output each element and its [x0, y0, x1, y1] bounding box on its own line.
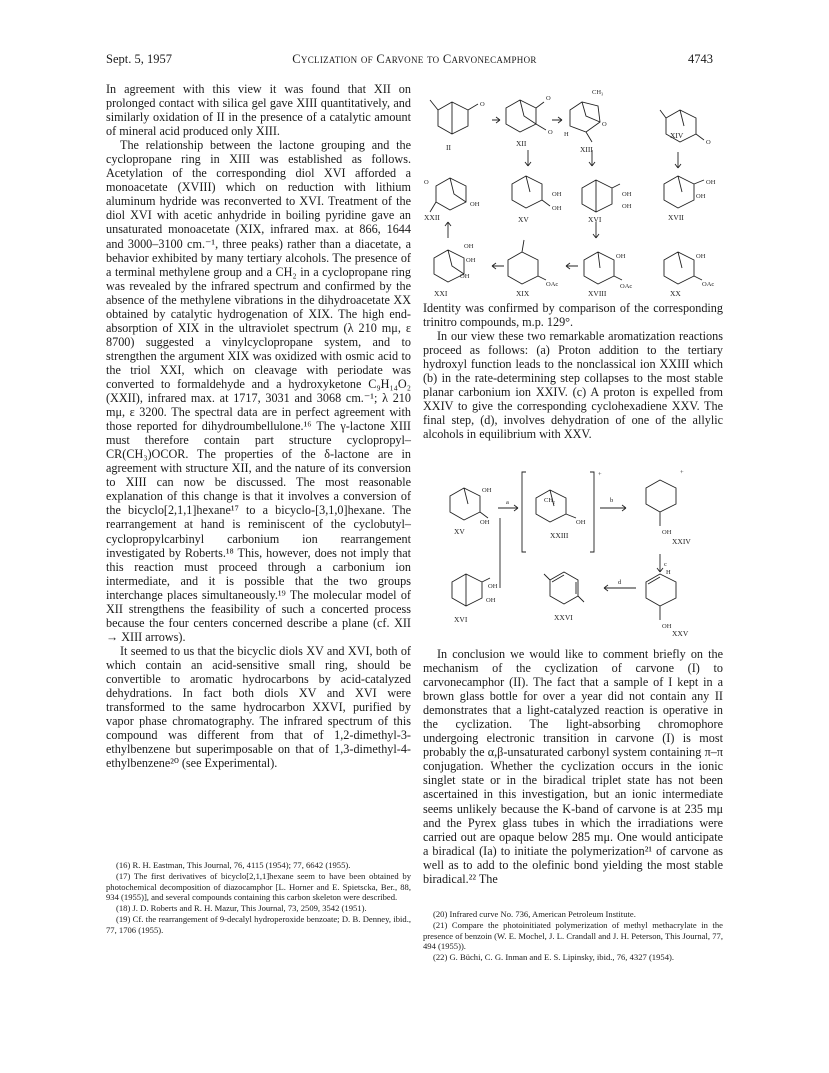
- paragraph: Identity was confirmed by comparison of the corresponding trinitro compounds, m.p. 129°.: [423, 301, 723, 330]
- group-label: O: [480, 101, 485, 108]
- group-label: O: [424, 179, 429, 186]
- group-label: OH: [616, 253, 626, 260]
- header-title: Cyclization of Carvone to Carvonecamphor: [292, 52, 537, 66]
- header-page-number: 4743: [688, 52, 713, 66]
- structure-XIII: [570, 102, 600, 142]
- group-label: O: [546, 95, 551, 102]
- group-label: OH: [662, 623, 672, 630]
- compound-label: XXII: [424, 213, 440, 222]
- compound-label: XVIII: [588, 289, 607, 298]
- footnote: (18) J. D. Roberts and R. H. Mazur, This Journal, 73, 2509, 3542 (1951).: [116, 903, 367, 914]
- footnote: (16) R. H. Eastman, This Journal, 76, 4115 (1954); 77, 6642 (1955).: [116, 860, 351, 870]
- bracket: [522, 472, 594, 552]
- structure-XII: [506, 100, 546, 132]
- group-label: O: [548, 129, 553, 136]
- left-column-text: [106, 82, 411, 770]
- group-label: OAc: [546, 281, 559, 288]
- group-label: CH₂: [544, 497, 556, 504]
- compound-label: XIX: [516, 289, 530, 298]
- compound-label: XV: [454, 527, 465, 536]
- structure-II: [430, 100, 478, 134]
- structure-XV: [512, 176, 550, 208]
- group-label: OH: [622, 191, 632, 198]
- paragraph: In agreement with this view it was found that XII on prolonged contact with silica gel gave XIII quantitatively, and similarly oxidation of II in the presence of a catalytic amount of mineral acid produced only XIII.: [106, 82, 411, 139]
- compound-label: XII: [516, 139, 527, 148]
- compound-label: XXI: [434, 289, 448, 298]
- group-label: OH: [552, 191, 562, 198]
- structure-XVII: [664, 176, 704, 208]
- structure-XVI: [582, 180, 620, 212]
- compound-label: XVI: [588, 215, 602, 224]
- group-label: OH: [696, 253, 706, 260]
- structure-XVI: [452, 574, 490, 606]
- compound-label: XXV: [672, 629, 689, 638]
- footnotes-right: [423, 909, 723, 963]
- footnote: (20) Infrared curve No. 736, American Petroleum Institute.: [433, 909, 636, 919]
- compound-label: XVII: [668, 213, 684, 222]
- group-label: OH: [466, 257, 476, 264]
- paragraph: The relationship between the lactone grouping and the cyclopropane ring in XIII was established as follows. Acetylation of the corresponding diol XVI afforded a monoacetate (XVIII) which on reduction with lithium aluminum hydride was reconverted to XVI. Treatment of the diol XVI with acetic anhydride in boiling pyridine gave an unsaturated monoacetate (XIX, infrared max. at 866, 1644 and 3000–3100 cm.⁻¹, three peaks) rather than a diacetate, a behavior exhibited by many tertiary alcohols. The presence of a terminal methylene group and a CH₂ in a cyclopropane ring was revealed by the infrared spectrum and confirmed by the absence of the methylene vibrations in the dihydroacetate XX obtained by catalytic hydrogenation of XIX. The high end-absorption of XIX in the ultraviolet spectrum (λ 210 mμ, ε 8700) suggested a vinylcyclopropane system, and to strengthen the argument XIX was oxidized with osmic acid to the triol XXI, which on cleavage with periodate was converted to formaldehyde and a hydroxyketone C₉H₁₄O₂ (XXII), infrared max. at 1717, 3031 and 3068 cm.⁻¹; λ 210 mμ, ε 3200. The spectral data are in perfect agreement with those reported for dihydroumbellulone.¹⁶ The γ-lactone XIII must therefore contain part structure cyclopropyl–CR(CH₃)OCOR. The properties of the δ-lactone are in agreement with structure XII, and the nature of its conversion to XIII can now be discussed. The most reasonable explanation of this change is that it involves a conversion of the bicyclo[2,1,1]hexane¹⁷ to a bicyclo-[3,1,0]hexane. The rearrangement at hand is reminiscent of the cyclobutyl–cyclopropylcarbinyl carbonium ion rearrangement investigated by Roberts.¹⁸ This, however, does not imply that this reaction must proceed through a carbonium ion intermediate, and it is possible that the two groups interchange places simultaneously.¹⁹ The molecular model of XII strengthens the feasibility of such a concerted process because the four centers concerned describe a plane (cf. XII → XIII arrows).: [106, 138, 411, 644]
- step-label: d: [618, 579, 622, 586]
- group-label: OAc: [620, 283, 633, 290]
- compound-label: XIII: [580, 145, 593, 154]
- structure-XXII: [430, 178, 466, 212]
- right-column-text-bottom: [423, 647, 723, 886]
- step-label: b: [610, 497, 614, 504]
- structure-XXV: [646, 574, 676, 620]
- group-label: OH: [552, 205, 562, 212]
- group-label: OH: [576, 519, 586, 526]
- arrow: [566, 263, 578, 269]
- group-label: +: [598, 471, 602, 478]
- group-label: O: [706, 139, 711, 146]
- arrow: [600, 505, 626, 511]
- group-label: +: [680, 469, 684, 476]
- group-label: OH: [470, 201, 480, 208]
- arrow: [492, 263, 504, 269]
- reaction-scheme-2: [440, 462, 700, 640]
- compound-label: XXIII: [550, 531, 569, 540]
- group-label: OH: [706, 179, 716, 186]
- arrow: [552, 117, 562, 123]
- step-label: a: [506, 499, 509, 506]
- paragraph: In conclusion we would like to comment briefly on the mechanism of the cyclization of carvone (I) to carvonecamphor (II). The fact that a sample of I kept in a brown glass bottle for over a year did not contain any II demonstrates that a light-catalyzed reaction is operative in the cyclization. The light-absorbing chromophore undergoing electronic transition in carvone (I) is most probably the α,β-unsaturated carbonyl system containing π–π conjugation. Whether the cyclization occurs in the ionic singlet state or in the biradical triplet state has not been ascertained in this investigation, but an ionic intermediate seems unlikely because the K-band of carvone is at 235 mμ and the Pyrex glass tubes in which the irradiations were carried out are opaque below 285 mμ. One would anticipate a biradical (Ia) to initiate the polymerization²¹ of carvone as well as to add to the olefinic bond yielding the most stable biradical.²² The: [423, 647, 723, 886]
- group-label: OAc: [702, 281, 715, 288]
- arrow: [657, 554, 663, 572]
- group-label: H: [666, 569, 671, 576]
- reaction-scheme-1: [420, 80, 730, 298]
- footnotes-left: [106, 860, 411, 936]
- footnote: (17) The first derivatives of bicyclo[2,1,1]hexane seem to have been obtained by photochemical decomposition of diazocamphor [L. Horner and E. Spietscka, Ber., 88, 934 (1955)], and several compounds containing this carbon skeleton were described.: [106, 871, 411, 903]
- group-label: OH: [480, 519, 490, 526]
- compound-label: XX: [670, 289, 681, 298]
- arrow: [593, 222, 599, 238]
- group-label: O: [602, 121, 607, 128]
- footnote: (19) Cf. the rearrangement of 9-decalyl hydroperoxide benzoate; D. B. Denney, ibid., 77, 1706 (1955).: [106, 914, 411, 936]
- arrow: [445, 222, 451, 238]
- footnote: (22) G. Büchi, C. G. Inman and E. S. Lipinsky, ibid., 76, 4327 (1954).: [433, 952, 675, 963]
- group-label: OH: [486, 597, 496, 604]
- header-date: Sept. 5, 1957: [106, 52, 172, 66]
- structure-XIX: [508, 240, 546, 284]
- structure-XXIV: [646, 480, 676, 526]
- paragraph: It seemed to us that the bicyclic diols XV and XVI, both of which contain an acid-sensitive small ring, should be convertible to aromatic hydrocarbons by acid-catalyzed dehydrations. In fact both diols XV and XVI were transformed to the same hydrocarbon XXVI, purified by vapor phase chromatography. The infrared spectrum of this compound was different from that of 1,2-dimethyl-3-ethylbenzene but superimposable on that of 1,3-dimethyl-4-ethylbenzene²⁰ (see Experimental).: [106, 643, 411, 771]
- group-label: CH₃: [592, 89, 604, 96]
- group-label: OH: [696, 193, 706, 200]
- compound-label: II: [446, 143, 451, 152]
- compound-label: XXIV: [672, 537, 691, 546]
- step-label: c: [664, 561, 667, 568]
- arrow: [525, 150, 531, 166]
- structure-XXIII: [536, 490, 576, 522]
- structure-XXVI: [544, 572, 584, 604]
- group-label: OH: [460, 273, 470, 280]
- arrow: [492, 117, 500, 123]
- compound-label: XIV: [670, 131, 684, 140]
- compound-label: XV: [518, 215, 529, 224]
- compound-label: XXVI: [554, 613, 573, 622]
- group-label: H: [564, 131, 569, 138]
- group-label: OH: [482, 487, 492, 494]
- compound-label: XVI: [454, 615, 468, 624]
- footnote: (21) Compare the photoinitiated polymerization of methyl methacrylate in the presence of benzoin (W. E. Mochel, J. L. Crandall and J. H. Peterson, This Journal, 77, 494 (1955)).: [423, 920, 723, 952]
- group-label: OH: [622, 203, 632, 210]
- right-column-text-top: [423, 301, 723, 441]
- group-label: OH: [662, 529, 672, 536]
- group-label: OH: [464, 243, 474, 250]
- paragraph: In our view these two remarkable aromatization reactions proceed as follows: (a) Proton addition to the tertiary hydroxyl function leads to the nonclassical ion XXIII which (b) in the rate-determining step collapses to the most stable planar carbonium ion XXIV. (c) A proton is expelled from XXIV to give the corresponding cyclohexadiene XXV. The final step, (d), involves dehydration of one of the allylic alcohols in equilibrium with XXV.: [423, 329, 723, 442]
- group-label: OH: [488, 583, 498, 590]
- arrow: [675, 152, 681, 168]
